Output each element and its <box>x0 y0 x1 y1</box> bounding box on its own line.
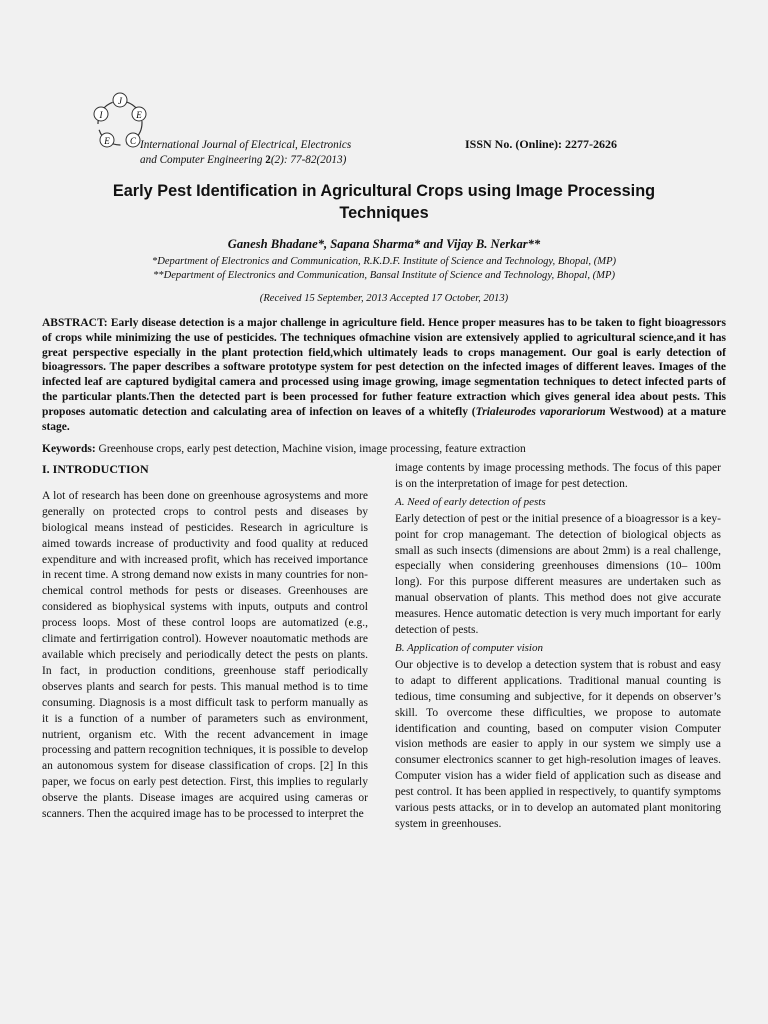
subsection-heading-b: B. Application of computer vision <box>395 641 543 654</box>
section-heading-introduction: I. INTRODUCTION <box>42 462 149 476</box>
journal-name-line2 <box>140 153 351 168</box>
abstract-text: Early disease detection is a major challenge in agriculture field. Hence proper measures has to be taken to fight bioagressors of crops while minimizing the use of pesticides. The techniques ofmachine vision are extensively applied to agricultural science,and it has great perspective especially in the plant protection field,which ultimately leads to crops management. Our goal is early detection of bioagressors. The paper describes a software prototype system for pest detection on the infected images of different leaves. Images of the infected leaf are captured bydigital camera and processed using image growing, image segmentation techniques to detect infected parts of the particular plants.Then the detected part is been processed for futher feature extraction which gives general idea about pests. This proposes automatic detection and calculating area of infection on leaves of a whitefly ( <box>42 317 726 418</box>
abstract-text-end: Westwood) at a mature stage. <box>42 405 726 433</box>
subsection-a-paragraph: Early detection of pest or the initial presence of a bioagressor is a key-point for crop managemant. The detection of biological objects as small as such insects (dimensions are about 2mm) is a real challenge, especially when considering greenhouses dimensions (10– 100m long). For this purpose different measures are undertaken such as manual observation of plants. This method does not give accurate measures. Hence automatic detection is very much important for early detection of pests. <box>395 512 721 637</box>
author-affiliation-2: **Department of Electronics and Communication, Bansal Institute of Science and Technology, Bhopal, (MP) <box>152 270 616 281</box>
received-dates: (Received 15 September, 2013 Accepted 17 October, 2013) <box>259 293 509 304</box>
journal-citation <box>140 138 351 168</box>
abstract-heading: ABSTRACT: <box>42 317 108 329</box>
left-column <box>42 462 368 823</box>
issn-number: ISSN No. (Online): 2277-2626 <box>465 137 618 151</box>
logo-letter: E <box>136 110 142 120</box>
abstract <box>42 316 726 434</box>
subsection-b-paragraph: Our objective is to develop a detection system that is robust and easy to adapt to different applications. Traditional manual counting is tedious, time consuming and subjective, for it depends on observer’s skill. To overcome these difficulties, we propose to automate identification and counting, based on computer vision Computer vision methods are easier to apply in our system we simply use a consumer electronics scanner to get high-resolution images of leaves. Computer vision has a wider field of application such as disease and pest control. It has been applied in respectively, to quantify symptoms various pests attacks, or in to develop an automated plant monitoring system in greenhouses. <box>395 658 721 830</box>
journal-name-line2-text: and Computer Engineering <box>140 154 266 166</box>
logo-letter: C <box>129 136 137 146</box>
paper-title-line2: Techniques <box>339 204 429 222</box>
journal-name-line1: International Journal of Electrical, Electronics <box>140 139 352 151</box>
abstract-species-name: Trialeurodes vaporariorum <box>475 405 606 418</box>
logo-letter: J <box>118 96 122 106</box>
logo-letter: I <box>99 110 103 120</box>
subsection-heading-a: A. Need of early detection of pests <box>395 495 546 508</box>
paper-title-line1: Early Pest Identification in Agricultural Crops using Image Processing <box>112 182 656 200</box>
keywords <box>42 442 732 456</box>
keywords-text: Greenhouse crops, early pest detection, Machine vision, image processing, feature extraction <box>95 443 526 455</box>
introduction-paragraph: A lot of research has been done on greenhouse agrosystems and more generally on protected crops to control pests and diseases by biological means instead of pesticides. Research in agriculture is aimed towards increase of productivity and food quality at reduced expenditure and with increased profit, which has received importance in recent time. A strong demand now exists in many countries for non-chemical control methods for pests or diseases. Greenhouses are considered as biophysical systems with inputs, outputs and control process loops. Most of these control loops are automatized (e.g., climate and fertirrigation control). However noautomatic methods are available which precisely and periodically detect the pests on plants. In fact, in production conditions, greenhouse staff periodically observes plants and search for pests. This manual method is to time consuming. Diagnosis is a most difficult task to perform manually as it is a function of a number of parameters such as environment, nutrient, organism etc. With the recent advancement in image processing and pattern recognition techniques, it is possible to develop an autonomous system for disease classification of crops. [2] In this paper, we focus on early pest detection. First, this implies to regularly observe the plants. Disease images are acquired using cameras or scanners. Then the acquired image has to be processed to interpret the <box>42 489 368 821</box>
paper-title <box>40 180 728 224</box>
paper-authors: Ganesh Bhadane*, Sapana Sharma* and Vijay B. Nerkar** <box>227 237 541 251</box>
journal-issue-pages: (2): 77-82(2013) <box>270 154 347 166</box>
keywords-label: Keywords: <box>42 443 96 455</box>
right-column <box>395 461 721 833</box>
journal-volume: 2 <box>265 154 271 166</box>
logo-letter: E <box>104 136 110 146</box>
introduction-continuation: image contents by image processing methods. The focus of this paper is on the interpretation of image for pest detection. <box>395 462 721 490</box>
author-affiliation-1: *Department of Electronics and Communication, R.K.D.F. Institute of Science and Technology, Bhopal, (MP) <box>151 256 617 267</box>
